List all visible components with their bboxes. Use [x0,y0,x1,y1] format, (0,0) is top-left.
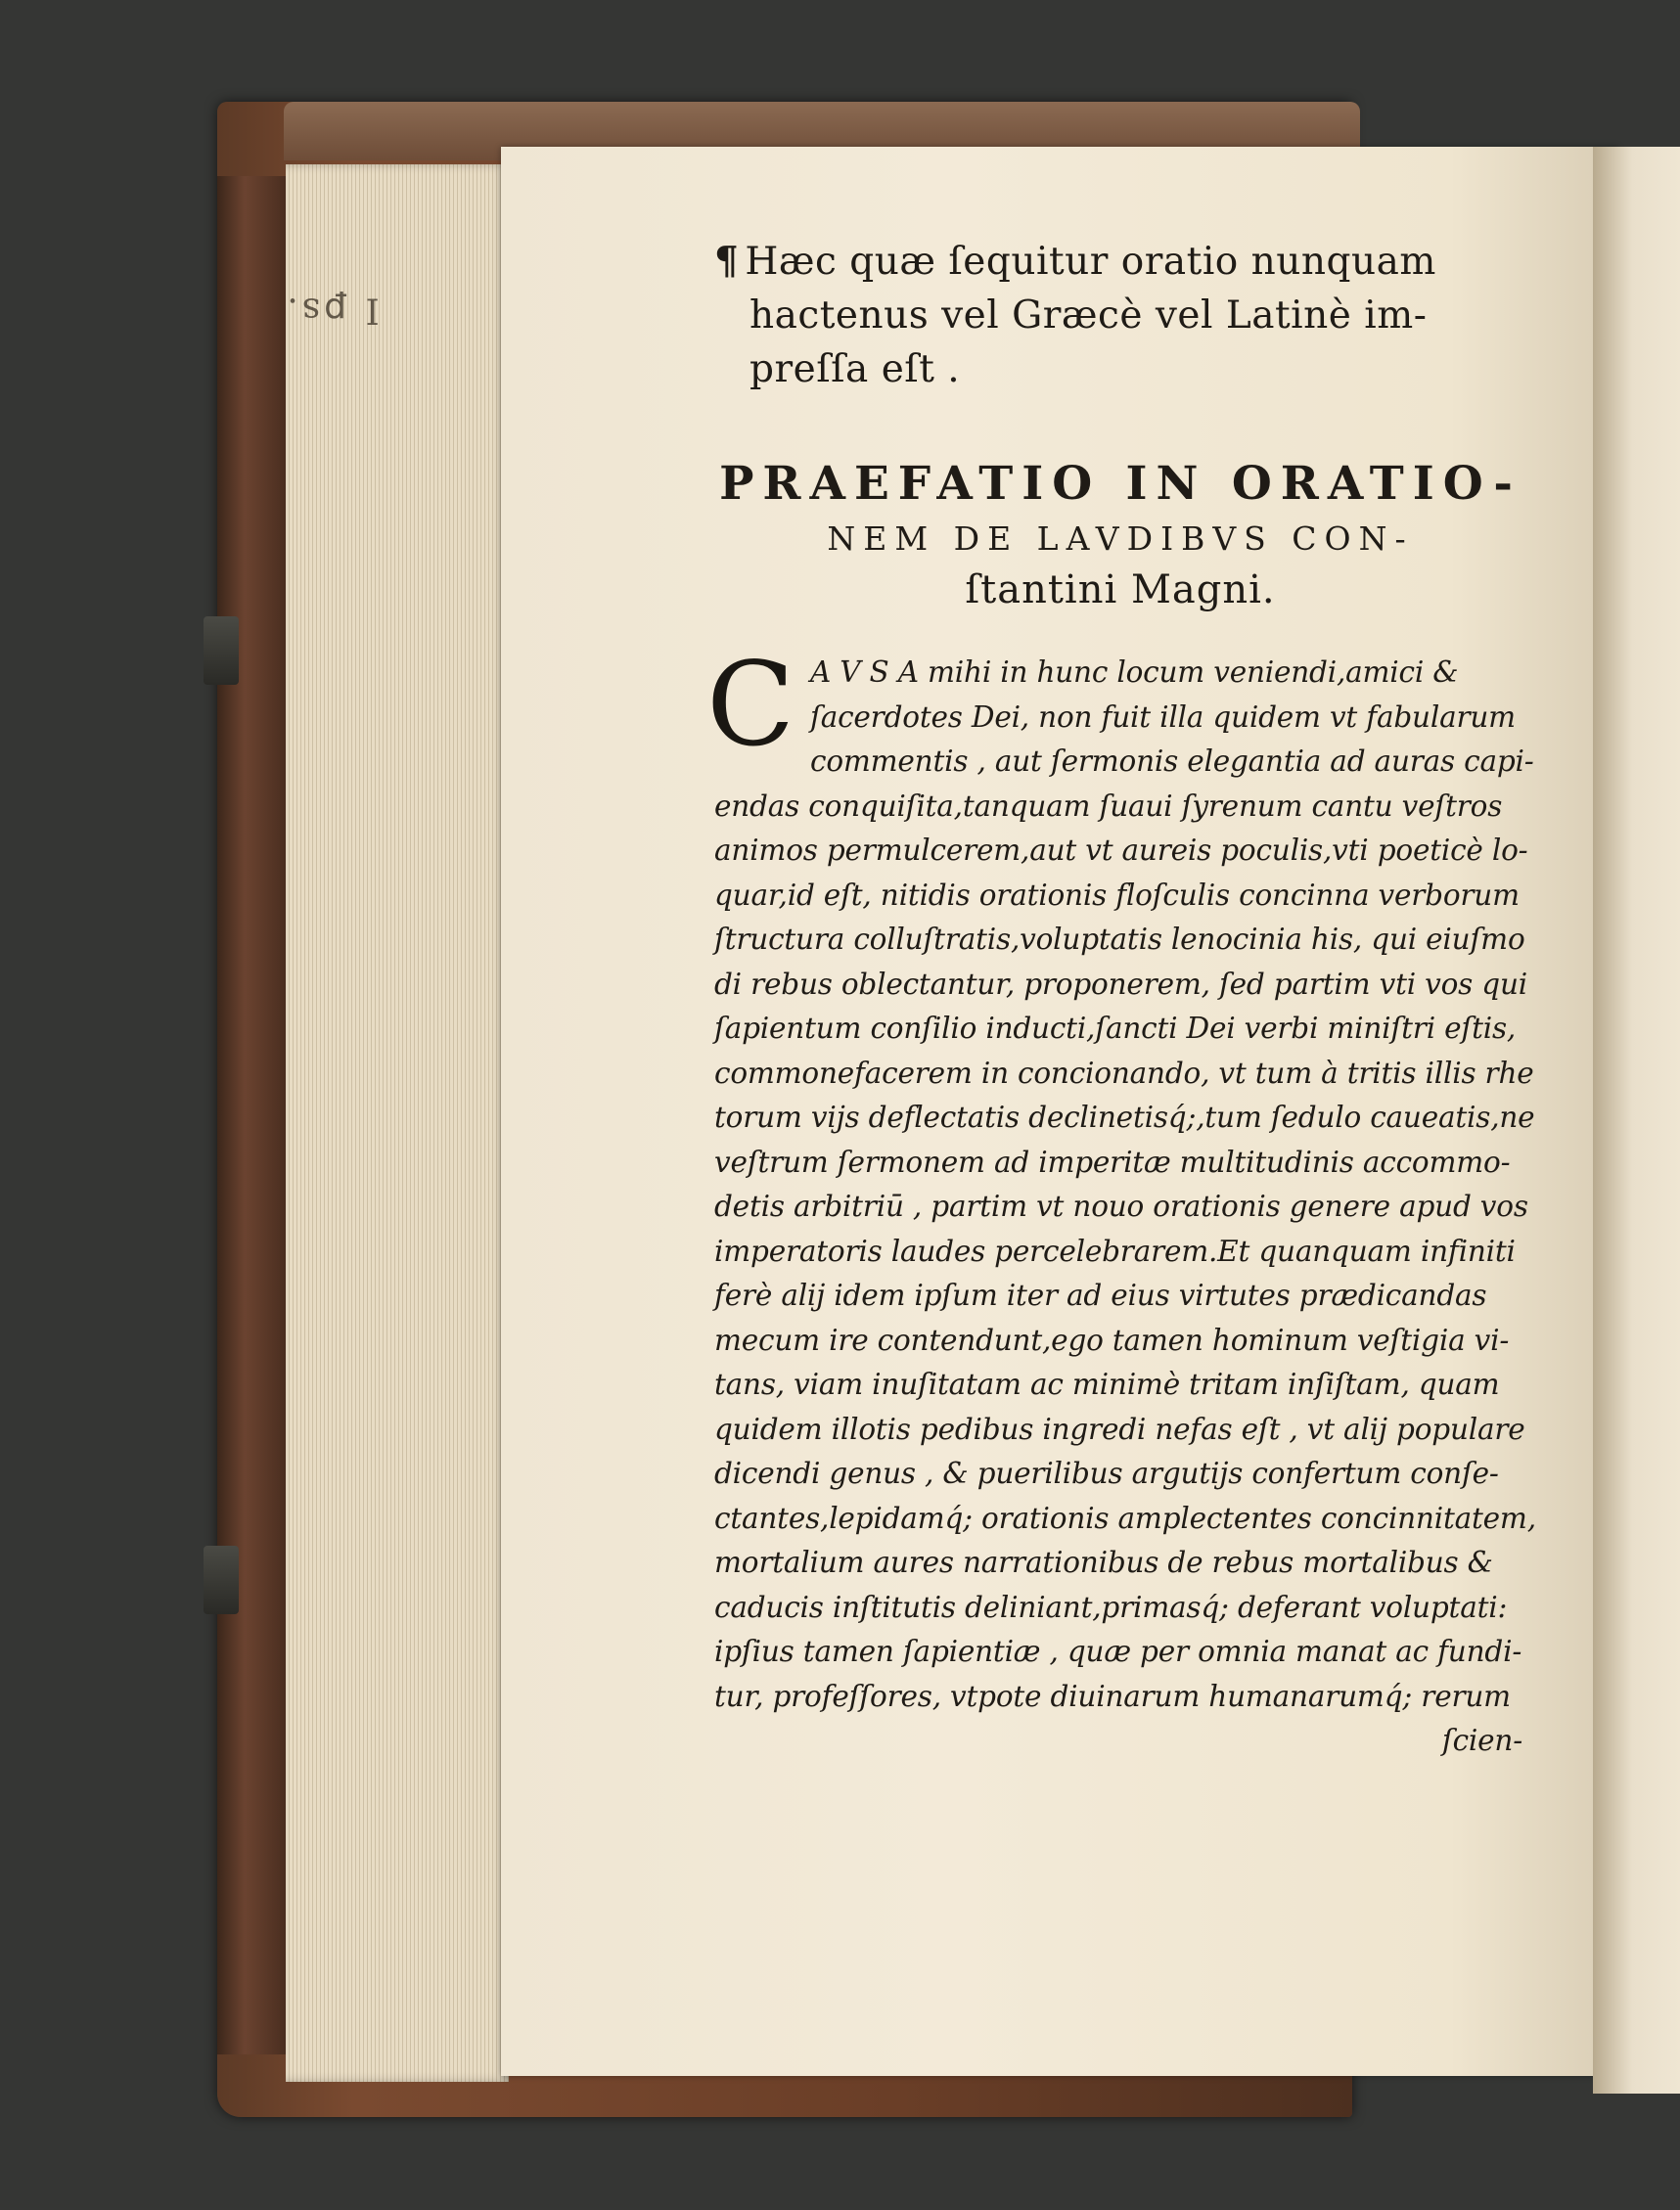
body-line: tans, viam inuſitatam ac minimè tritam inſiſtam, quam [714,1368,1500,1401]
body-line: di rebus oblectantur, proponerem, ſed partim vti vos qui [714,967,1528,1001]
heading-note [714,235,1526,396]
heading-line: ¶ Hæc quæ ſequitur oratio nunquam [714,239,1436,284]
page-text [706,235,1536,1764]
body-line: commentis , aut ſermonis elegantia ad auras capi- [810,744,1534,778]
body-line: dicendi genus , & puerilibus argutijs confertum conſe- [714,1457,1499,1490]
body-line: A V S A mihi in hunc locum veniendi,amici & [810,655,1459,689]
title-line-1: PRAEFATIO IN ORATIO- [719,457,1521,511]
page-edges-stack [286,164,509,2082]
body-line: ferè alij idem ipſum iter ad eius virtutes prædicandas [714,1279,1487,1312]
binding-spine [217,176,286,2054]
body-line: ſacerdotes Dei, non fuit illa quidem vt fabularum [810,699,1516,734]
body-text [706,637,1536,1764]
binding-clasp [204,1546,239,1614]
catchword: ſcien- [1441,1724,1522,1757]
body-line: caducis inſtitutis deliniant,primasq́; deferant voluptati: [714,1590,1508,1624]
body-line: veſtrum ſermonem ad imperitæ multitudinis accommo- [714,1145,1511,1179]
edge-marking: I ꝑs. [283,290,380,331]
facing-page-gutter [1593,147,1680,2094]
body-line: tur, profeſſores, vtpote diuinarum humanarumq́; rerum [714,1679,1511,1713]
pilcrow-mark: ¶ [714,239,740,284]
heading-line: hactenus vel Græcè vel Latinè im- [749,293,1428,338]
body-line: ctantes,lepidamq́; orationis amplectentes concinnitatem, [714,1501,1536,1535]
body-line: endas conquiſita,tanquam ſuaui ſyrenum cantu veſtros [714,789,1503,823]
body-line: commonefacerem in concionando, vt tum à tritis illis rhe [714,1056,1534,1090]
body-line: ipſius tamen ſapientiæ , quæ per omnia manat ac fundi- [714,1635,1522,1668]
body-line: ſtructura colluſtratis,voluptatis lenocinia his, qui eiuſmo [714,923,1525,956]
body-line: torum vijs deflectatis declinetisq́;,tum ſedulo caueatis,ne [714,1101,1535,1134]
heading-line: preſſa eſt . [749,347,961,391]
body-line: animos permulcerem,aut vt aureis poculis,vti poeticè lo- [714,834,1528,867]
body-line: quidem illotis pedibus ingredi nefas eſt , vt alij populare [714,1412,1525,1446]
body-line: detis arbitriū , partim vt nouo orationis genere apud vos [714,1190,1528,1223]
drop-cap: C [706,637,795,772]
body-line: quar,id eſt, nitidis orationis floſculis concinna verborum [714,878,1520,912]
binding-clasp [204,616,239,685]
body-line: imperatoris laudes percelebrarem.Et quanquam infiniti [714,1234,1516,1268]
title-line-3: ſtantini Magni. [965,567,1276,612]
body-line: mortalium aures narrationibus de rebus mortalibus & [714,1546,1493,1579]
title-line-2: NEM DE LAVDIBVS CON- [827,519,1414,558]
body-line: mecum ire contendunt,ego tamen hominum veſtigia vi- [714,1323,1510,1357]
section-title [714,453,1526,617]
body-line: ſapientum conſilio inducti,ſancti Dei verbi miniſtri eſtis, [714,1012,1517,1045]
